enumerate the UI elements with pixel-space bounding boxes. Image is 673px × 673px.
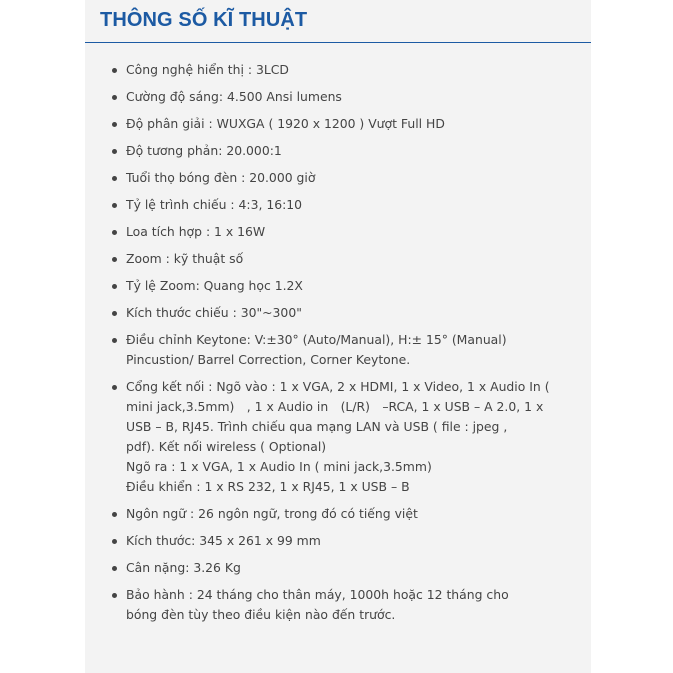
section-heading: THÔNG SỐ KĨ THUẬT xyxy=(100,9,308,31)
bullet-icon xyxy=(112,122,117,127)
bullet-icon xyxy=(112,512,117,517)
spec-item xyxy=(85,141,591,161)
spec-text-line: Điều khiển : 1 x RS 232, 1 x RJ45, 1 x USB – B xyxy=(126,479,410,494)
spec-item xyxy=(85,249,591,269)
bullet-icon xyxy=(112,203,117,208)
spec-item xyxy=(85,531,591,551)
spec-item xyxy=(85,504,591,524)
spec-item xyxy=(85,195,591,215)
bullet-icon xyxy=(112,311,117,316)
spec-panel xyxy=(85,0,591,673)
spec-text-line: Ngõ ra : 1 x VGA, 1 x Audio In ( mini jack,3.5mm) xyxy=(126,459,432,474)
spec-text-line: Tỷ lệ Zoom: Quang học 1.2X xyxy=(126,278,303,293)
spec-text-line: Loa tích hợp : 1 x 16W xyxy=(126,224,266,239)
spec-text-line: USB – B, RJ45. Trình chiếu qua mạng LAN và USB ( file : jpeg , xyxy=(126,419,508,434)
spec-item xyxy=(85,222,591,242)
spec-item xyxy=(85,558,591,578)
spec-item xyxy=(85,168,591,188)
spec-text-line: Pincustion/ Barrel Correction, Corner Keytone. xyxy=(126,352,411,367)
bullet-icon xyxy=(112,284,117,289)
spec-text-line: Cổng kết nối : Ngõ vào : 1 x VGA, 2 x HDMI, 1 x Video, 1 x Audio In ( xyxy=(126,379,550,394)
spec-text-line: Tỷ lệ trình chiếu : 4:3, 16:10 xyxy=(126,197,303,212)
spec-text-line: Độ tương phản: 20.000:1 xyxy=(126,143,282,158)
spec-text-line: mini jack,3.5mm) , 1 x Audio in (L/R) –RCA, 1 x USB – A 2.0, 1 x xyxy=(126,399,544,414)
bullet-icon xyxy=(112,385,117,390)
bullet-icon xyxy=(112,230,117,235)
spec-text-line: Tuổi thọ bóng đèn : 20.000 giờ xyxy=(126,170,316,185)
bullet-icon xyxy=(112,539,117,544)
spec-text-line: Độ phân giải : WUXGA ( 1920 x 1200 ) Vượt Full HD xyxy=(126,116,445,131)
spec-item xyxy=(85,377,591,497)
spec-text-line: Zoom : kỹ thuật số xyxy=(126,251,244,266)
bullet-icon xyxy=(112,257,117,262)
spec-item xyxy=(85,87,591,107)
bullet-icon xyxy=(112,338,117,343)
bullet-icon xyxy=(112,593,117,598)
spec-text-line: Ngôn ngữ : 26 ngôn ngữ, trong đó có tiếng việt xyxy=(126,506,418,521)
spec-text-line: bóng đèn tùy theo điều kiện nào đến trước. xyxy=(126,607,396,622)
spec-list xyxy=(85,60,591,632)
bullet-icon xyxy=(112,176,117,181)
bullet-icon xyxy=(112,566,117,571)
spec-text-line: Điều chỉnh Keytone: V:±30° (Auto/Manual), H:± 15° (Manual) xyxy=(126,332,507,347)
spec-text-line: Cường độ sáng: 4.500 Ansi lumens xyxy=(126,89,342,104)
bullet-icon xyxy=(112,149,117,154)
bullet-icon xyxy=(112,68,117,73)
spec-item xyxy=(85,114,591,134)
spec-text-line: Công nghệ hiển thị : 3LCD xyxy=(126,62,289,77)
spec-item xyxy=(85,330,591,370)
bullet-icon xyxy=(112,95,117,100)
spec-text-line: pdf). Kết nối wireless ( Optional) xyxy=(126,439,327,454)
spec-text-line: Cân nặng: 3.26 Kg xyxy=(126,560,241,575)
spec-text-line: Kích thước chiếu : 30"~300" xyxy=(126,305,302,320)
spec-item xyxy=(85,303,591,323)
spec-item xyxy=(85,60,591,80)
spec-text-line: Bảo hành : 24 tháng cho thân máy, 1000h hoặc 12 tháng cho xyxy=(126,587,509,602)
heading-divider xyxy=(85,42,591,43)
spec-item xyxy=(85,585,591,625)
spec-item xyxy=(85,276,591,296)
spec-text-line: Kích thước: 345 x 261 x 99 mm xyxy=(126,533,321,548)
